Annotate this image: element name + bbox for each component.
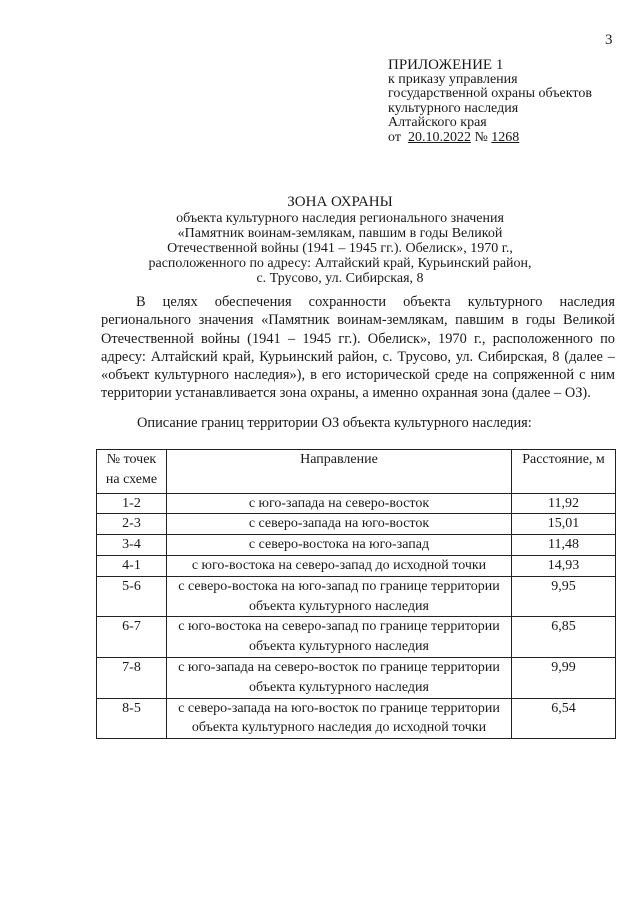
heading-line: объекта культурного наследия регионального значения <box>176 211 504 226</box>
cell-direction: с северо-запада на юго-восток <box>167 514 512 535</box>
table-row <box>97 617 616 658</box>
cell-distance: 6,85 <box>512 617 616 658</box>
heading-line: «Памятник воинам-землякам, павшим в годы Великой <box>177 226 503 241</box>
table-row <box>97 514 616 535</box>
header-direction: Направление <box>167 450 512 494</box>
heading-title: ЗОНА ОХРАНЫ <box>287 194 393 210</box>
cell-points: 7-8 <box>97 657 167 698</box>
cell-points: 5-6 <box>97 576 167 617</box>
appendix-line: Алтайского края <box>388 115 487 130</box>
cell-distance: 11,92 <box>512 493 616 514</box>
appendix-title: ПРИЛОЖЕНИЕ 1 <box>388 57 504 73</box>
number-prefix: № <box>474 129 488 145</box>
table-caption: Описание границ территории ОЗ объекта культурного наследия: <box>137 415 532 431</box>
cell-direction: с юго-запада на северо-восток <box>167 493 512 514</box>
cell-points: 6-7 <box>97 617 167 658</box>
cell-distance: 9,95 <box>512 576 616 617</box>
table-row <box>97 698 616 739</box>
heading-line: расположенного по адресу: Алтайский край, Курьинский район, <box>148 256 532 271</box>
cell-distance: 11,48 <box>512 535 616 556</box>
table-header-row <box>97 450 616 494</box>
heading-line: с. Трусово, ул. Сибирская, 8 <box>256 271 424 286</box>
heading-line: Отечественной войны (1941 – 1945 гг.). Обелиск», 1970 г., <box>167 241 513 256</box>
cell-distance: 9,99 <box>512 657 616 698</box>
order-date: 20.10.2022 <box>407 129 471 145</box>
header-points: № точек на схеме <box>97 450 167 494</box>
cell-direction: с юго-востока на северо-запад по границе территории объекта культурного наследия <box>167 617 512 658</box>
appendix-block <box>388 58 592 145</box>
table-row <box>97 555 616 576</box>
table-row <box>97 493 616 514</box>
cell-points: 3-4 <box>97 535 167 556</box>
cell-distance: 6,54 <box>512 698 616 739</box>
appendix-line: культурного наследия <box>388 100 519 116</box>
cell-points: 4-1 <box>97 555 167 576</box>
order-number: 1268 <box>491 129 520 145</box>
cell-distance: 14,93 <box>512 555 616 576</box>
appendix-line: государственной охраны объектов <box>388 86 592 101</box>
body-paragraph: В целях обеспечения сохранности объекта культурного наследия регионального значения «Памятник воинам-землякам, павшим в годы Великой Отечественной войны (1941 – 1945 гг.). Обелиск», 1970 г., расположенного по адресу: Алтайский край, Курьинский район, с. Трусово, ул. Сибирская, 8 (далее – «объект культурного наследия»), в его исторической среде на сопряженной с ним территории устанавливается зона охраны, а именно охранная зона (далее – ОЗ). <box>101 294 615 402</box>
table-row <box>97 535 616 556</box>
order-date-line <box>388 131 592 146</box>
appendix-line: к приказу управления <box>388 71 518 87</box>
table-row <box>97 576 616 617</box>
cell-direction: с северо-востока на юго-запад по границе территории объекта культурного наследия <box>167 576 512 617</box>
boundary-table <box>96 449 616 739</box>
cell-points: 1-2 <box>97 493 167 514</box>
cell-direction: с юго-запада на северо-восток по границе территории объекта культурного наследия <box>167 657 512 698</box>
cell-direction: с северо-запада на юго-восток по границе территории объекта культурного наследия до исходной точки <box>167 698 512 739</box>
cell-points: 8-5 <box>97 698 167 739</box>
date-prefix: от <box>388 129 401 145</box>
page-number: 3 <box>605 32 613 48</box>
cell-distance: 15,01 <box>512 514 616 535</box>
cell-direction: с юго-востока на северо-запад до исходной точки <box>167 555 512 576</box>
header-distance: Расстояние, м <box>512 450 616 494</box>
cell-points: 2-3 <box>97 514 167 535</box>
cell-direction: с северо-востока на юго-запад <box>167 535 512 556</box>
table-row <box>97 657 616 698</box>
heading-block <box>140 195 540 286</box>
